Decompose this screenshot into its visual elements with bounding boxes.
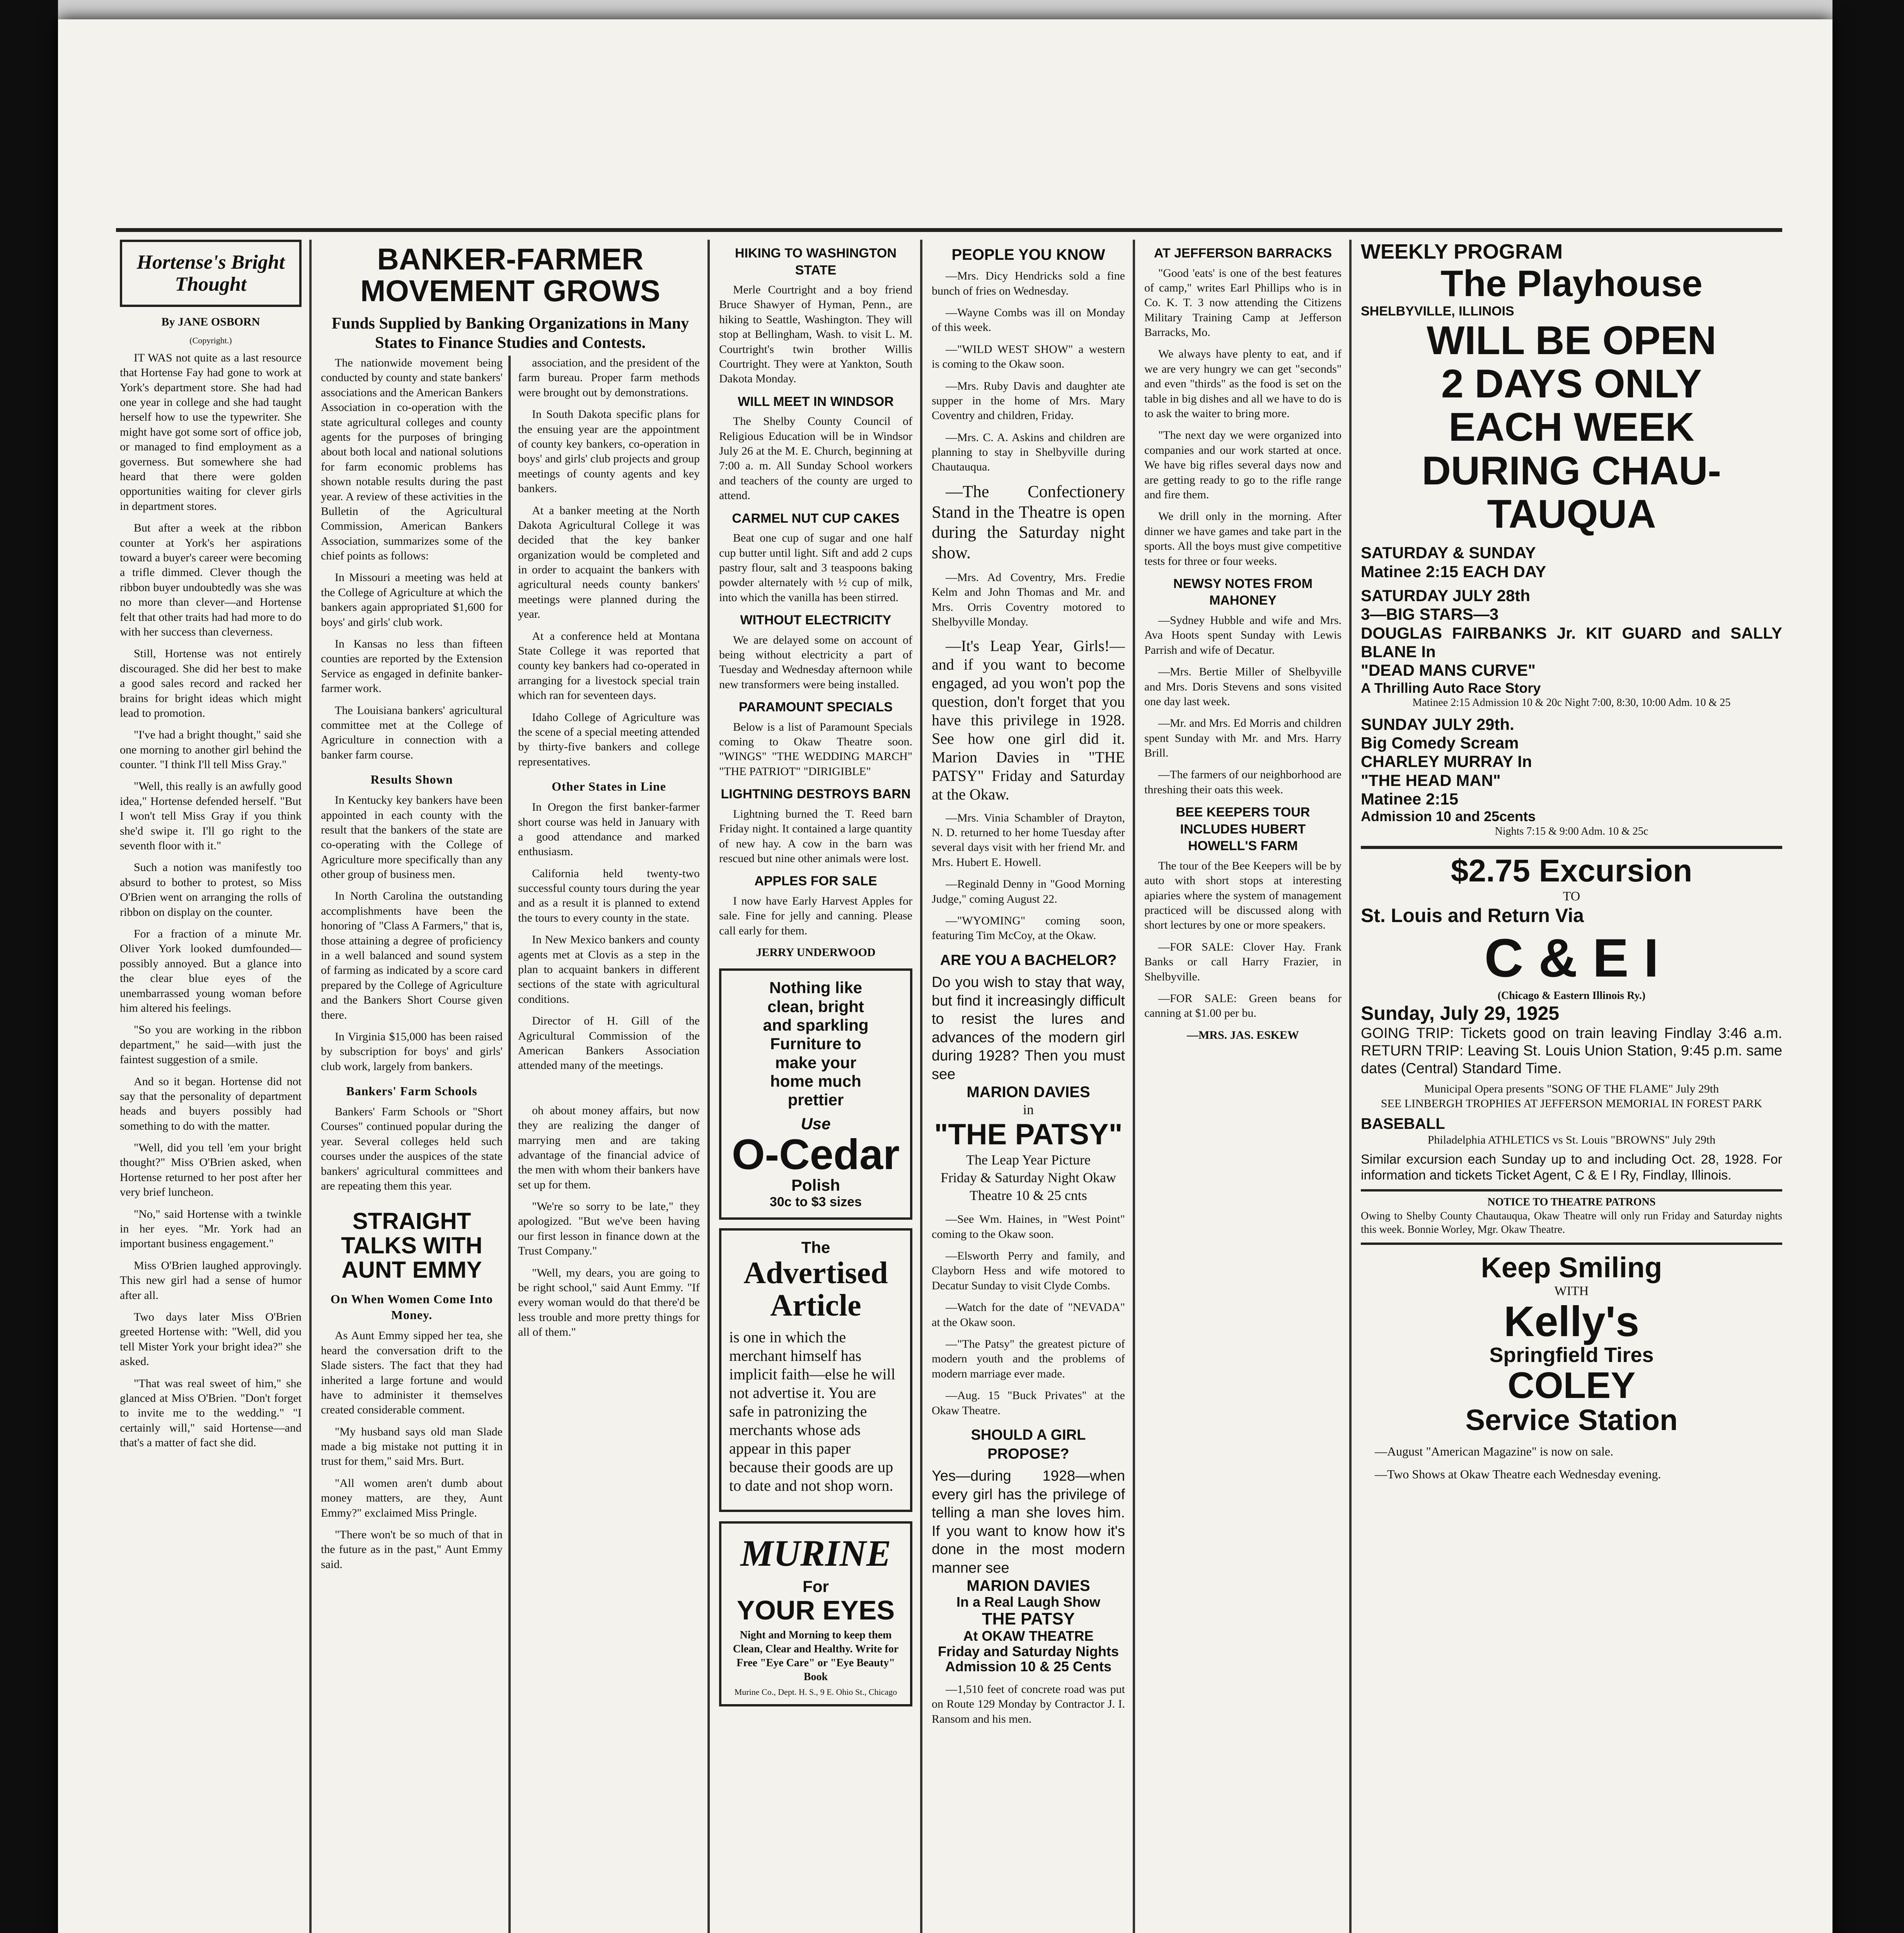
barracks-heading: AT JEFFERSON BARRACKS [1154, 246, 1332, 261]
column-barracks [1144, 240, 1341, 1933]
classified: —FOR SALE: Clover Hay. Frank Banks or call Harry Frazier, in Shelbyville. [1144, 940, 1341, 983]
paragraph: Two days later Miss O'Brien greeted Hortense with: "Well, did you tell Mister York your bright idea?" she asked. [120, 1310, 302, 1368]
news-item: —It's Leap Year, Girls!—and if you want to become engaged, ad you won't pop the question, don't forget that you have this privilege in 1928. See how one girl did it. Marion Davies in "THE PATSY" Friday and Saturday at the Okaw. [932, 637, 1125, 803]
propose-admission: Admission 10 & 25 Cents [945, 1659, 1112, 1675]
adv-text: is one in which the merchant himself has implicit faith—else he will not advertise it. You are safe in patronizing the merchants whose ads appear in this paper because their goods are up to date and not shop worn. [729, 1328, 895, 1495]
baseball-text: Philadelphia ATHLETICS vs St. Louis "BROWNS" July 29th [1427, 1134, 1716, 1147]
news-item: —"WILD WEST SHOW" a western is coming to the Okaw soon. [932, 343, 1125, 371]
cakes-heading: CARMEL NUT CUP CAKES [732, 511, 900, 526]
paragraph: In Virginia $15,000 has been raised by subscription for boys' and girls' club work, largely from bankers. [321, 1030, 503, 1073]
excursion-opera: Municipal Opera presents "SONG OF THE FLAME" July 29th [1424, 1082, 1719, 1095]
byline: By JANE OSBORN [161, 315, 260, 329]
paragraph: Merle Courtright and a boy friend Bruce Shawyer of Hyman, Penn., are hiking to Seattle, Washington. They will stop at Bellingham, Wash. to visit L. M. Courtright's twin brother Willis Courtright. They were at Yankton, South Dakota Monday. [719, 283, 912, 385]
paragraph: Below is a list of Paramount Specials coming to Okaw Theatre soon. "WINGS" "THE WEDDING MARCH" "THE PATRIOT" "DIRIGIBLE" [719, 720, 912, 778]
ocedar-use: Use [801, 1115, 831, 1133]
saturday-date: SATURDAY JULY 28th [1361, 586, 1531, 605]
ocedar-line: clean, bright [767, 997, 864, 1016]
paragraph: "That was real sweet of him," she glanced at Miss O'Brien. "Don't forget to invite me to the wedding." "I certainly will," said Hortense—and that's a matter of fact she did. [120, 1377, 302, 1449]
paragraph: The Louisiana bankers' agricultural committee met at the College of Agriculture in connection with a banker farm course. [321, 704, 503, 761]
paragraph: association, and the president of the farm bureau. Proper farm methods were brought out by demonstrations. [518, 356, 700, 399]
ocedar-price: 30c to $3 sizes [769, 1195, 862, 1210]
schools-heading: Bankers' Farm Schools [346, 1084, 477, 1098]
film-1: "DEAD MANS CURVE" [1361, 661, 1536, 680]
stars: DOUGLAS FAIRBANKS Jr. KIT GUARD and SALLY BLANE In [1361, 624, 1782, 661]
bachelor-when: Friday & Saturday Night Okaw Theatre 10 & 25 cnts [941, 1170, 1116, 1203]
aunt-emmy-subheadline: On When Women Come Into Money. [330, 1292, 493, 1322]
paragraph: Director of H. Gill of the Agricultural Commission of the American Bankers Association attended many of the meetings. [518, 1014, 700, 1072]
film-2-matinee: Matinee 2:15 [1361, 789, 1459, 808]
apples-heading: APPLES FOR SALE [754, 874, 877, 889]
news-item: —Elsworth Perry and family, and Clayborn Hess and wife motored to Decatur Sunday to visit Clyde Combs. [932, 1249, 1125, 1292]
news-item: —Two Shows at Okaw Theatre each Wednesday evening. [1375, 1467, 1661, 1481]
news-item: —Mrs. Dicy Hendricks sold a fine bunch of fries on Wednesday. [932, 269, 1125, 297]
banker-headline-block [321, 240, 700, 356]
paragraph: As Aunt Emmy sipped her tea, she heard the conversation drift to the Slade sisters. The fact that they had inherited a large fortune and would have to administer it themselves created considerable comment. [321, 1329, 503, 1417]
propose-film: THE PATSY [982, 1609, 1075, 1628]
propose-when: Friday and Saturday Nights [938, 1643, 1119, 1659]
paragraph: Miss O'Brien laughed approvingly. This new girl had a sense of humor after all. [120, 1259, 302, 1302]
playhouse-title [1361, 264, 1782, 304]
adv-title: Advertised Article [743, 1256, 888, 1323]
paragraph: We are delayed some on account of being without electricity a part of Tuesday and Wednesday afternoon while new transformers were being installed. [719, 633, 912, 691]
banker-subheadline: Funds Supplied by Banking Organizations in Many States to Finance Studies and Contests. [331, 314, 689, 352]
admission: Admission 10 and 25cents [1361, 808, 1536, 825]
propose-heading: SHOULD A GIRL PROPOSE? [971, 1427, 1086, 1462]
excursion-text: GOING TRIP: Tickets good on train leaving Findlay 3:46 a.m. RETURN TRIP: Leaving St. Louis Union Station, 9:45 p.m. same dates (Central) Standard Time. [1361, 1025, 1782, 1077]
weekly-program: WEEKLY PROGRAM [1361, 240, 1563, 263]
paragraph: In North Carolina the outstanding accomplishments have been the honoring of "Class A Farmers," that is, those attaining a degree of proficiency in a well balanced and sound system of farming as indicated by a score card prepared by the College of Agriculture and the Bankers Short Course given there. [321, 890, 503, 1021]
banker-headline: BANKER-FARMER MOVEMENT GROWS [360, 242, 660, 308]
film-1-times: Matinee 2:15 Admission 10 & 20c Night 7:00, 8:30, 10:00 Adm. 10 & 25 [1412, 696, 1731, 709]
bachelor-film: "THE PATSY" [934, 1118, 1123, 1151]
news-item: —Sydney Hubble and wife and Mrs. Ava Hoots spent Sunday with Lewis Parrish and wife of Decatur. [1144, 614, 1341, 656]
playhouse-ad [1361, 240, 1782, 838]
paragraph: Beat one cup of sugar and one half cup butter until light. Sift and add 2 cups pastry flour, salt and 3 teaspoons baking powder alternately with ½ cup of milk, into which the vanilla has been stirred. [719, 532, 912, 604]
news-item: —Reginald Denny in "Good Morning Judge," coming August 22. [932, 878, 1125, 905]
story-title: Hortense's Bright Thought [136, 251, 285, 296]
paragraph: We always have plenty to eat, and if we are very hungry we can get "seconds" and even "thirds" as the food is set on the table in big dishes and all we have to do is to ask the waiter to bring more. [1144, 348, 1341, 420]
paragraph: In Kentucky key bankers have been appointed in each county with the result that the bankers of the state are co-operating with the College of Agriculture more specifically than any other group of business men. [321, 794, 503, 881]
paragraph: "Well, this really is an awfully good idea," Hortense defended herself. "But I won't tell Miss Gray if you think she'd swipe it. I'll go right to the seventh floor with it." [120, 780, 302, 852]
news-item: —Mrs. Vinia Schambler of Drayton, N. D. returned to her home Tuesday after several days visit with her friend Mr. and Mrs. Hubert E. Howell. [932, 811, 1125, 869]
column-banker-right [518, 356, 700, 1933]
open-line: DURING CHAU- [1422, 448, 1722, 493]
ocedar-line: home much [770, 1072, 861, 1090]
news-item: —Wayne Combs was ill on Monday of this week. [932, 306, 1125, 334]
notice-text: Owing to Shelby County Chautauqua, Okaw Theatre will only run Friday and Saturday nights this week. Bonnie Worley, Mgr. Okaw Theatre. [1361, 1210, 1782, 1236]
paragraph: "I've had a bright thought," said she one morning to another girl behind the counter. "I think I'll tell Miss Gray." [120, 728, 302, 771]
propose-ad [932, 1426, 1125, 1674]
column-rule [508, 356, 511, 1933]
news-item: —The farmers of our neighborhood are threshing their oats this week. [1144, 768, 1341, 796]
news-item: —August "American Magazine" is now on sale. [1375, 1444, 1614, 1459]
big-stars: 3—BIG STARS—3 [1361, 605, 1499, 624]
ocedar-polish: Polish [791, 1176, 840, 1194]
column-local-news [719, 240, 912, 1933]
paragraph: "The next day we were organized into companies and our work started at once. We have big rifles several days now and are getting ready to go to the rifle range and fire them. [1144, 429, 1341, 501]
paragraph: The tour of the Bee Keepers will be by auto with short stops at interesting apiaries where the system of management practiced will be discussed along with short lectures by one or more speakers. [1144, 859, 1341, 932]
paragraph: The nationwide movement being conducted by county and state bankers' associations and the American Bankers Association in co-operation with the state agricultural colleges and county agents for the purposes of bringing about both local and national solutions for farm economic problems has shown notable results during the past year. A review of these activities in the Bulletin of the Agricultural Commission, American Bankers Association, summarizes some of the chief points as follows: [321, 356, 503, 563]
bachelor-sub: The Leap Year Picture [966, 1152, 1091, 1168]
murine-text: Night and Morning to keep them Clean, Clear and Healthy. Write for Free "Eye Care" or "Eye Beauty" Book [733, 1629, 899, 1683]
notice-heading: NOTICE TO THEATRE PATRONS [1487, 1196, 1656, 1209]
classified-signature: —MRS. JAS. ESKEW [1186, 1028, 1299, 1042]
paragraph: At a conference held at Montana State College it was reported that county key bankers had co-operated in arranging for a livestock special train which ran for seventeen days. [518, 629, 700, 702]
paragraph: California held twenty-two successful county tours during the year and as a result it is planned to extend the tours to every county in the state. [518, 867, 700, 924]
paragraph: "No," said Hortense with a twinkle in her eyes. "Mr. York had an important business engagement." [120, 1207, 302, 1250]
column-hortense [120, 240, 302, 1933]
springfield-tires: Springfield Tires [1489, 1343, 1654, 1367]
bachelor-star: MARION DAVIES [966, 1084, 1090, 1101]
column-rule [920, 240, 922, 1933]
paragraph: "So you are working in the ribbon department," he said—with just the faintest suggestion of a smile. [120, 1023, 302, 1066]
news-item: —Watch for the date of "NEVADA" at the Okaw soon. [932, 1301, 1125, 1329]
top-rule [116, 228, 1782, 232]
hiking-heading: HIKING TO WASHINGTON STATE [735, 246, 897, 278]
ocedar-line: and sparkling [763, 1016, 869, 1034]
news-item: —1,510 feet of concrete road was put on Route 129 Monday by Contractor J. I. Ransom and his men. [932, 1682, 1125, 1725]
ocedar-line: Nothing like [769, 978, 863, 997]
paragraph: In Oregon the first banker-farmer short course was held in January with a good attendance and marked enthusiasm. [518, 801, 700, 858]
ocedar-logo: O-Cedar [732, 1130, 900, 1178]
paragraph: Bankers' Farm Schools or "Short Courses" continued popular during the year. Several colleges held such courses under the auspices of the state bankers' agricultural committees and are repeating them this year. [321, 1105, 503, 1193]
news-item: —Mrs. C. A. Askins and children are planning to stay in Shelbyville during Chautauqua. [932, 431, 1125, 474]
windsor-heading: WILL MEET IN WINDSOR [738, 394, 894, 409]
ocedar-line: prettier [788, 1091, 844, 1109]
paragraph: oh about money affairs, but now they are realizing the danger of marrying men and are taking advantage of the financial advice of the men with whom their bankers have set up for them. [518, 1104, 700, 1191]
nights: Nights 7:15 & 9:00 Adm. 10 & 25c [1495, 825, 1648, 837]
classified: —FOR SALE: Green beans for canning at $1.00 per bu. [1144, 992, 1341, 1020]
news-item: —Mrs. Ad Coventry, Mrs. Fredie Kelm and John Thomas and Mr. and Mrs. Orris Coventry motored to Shelbyville Monday. [932, 571, 1125, 629]
column-people-you-know [932, 240, 1125, 1933]
bachelor-heading: ARE YOU A BACHELOR? [940, 952, 1117, 968]
ocedar-line: make your [775, 1053, 857, 1072]
mahoney-heading: NEWSY NOTES FROM MAHONEY [1173, 576, 1313, 608]
excursion-ad [1361, 846, 1782, 1183]
with: WITH [1554, 1284, 1589, 1298]
paragraph: Still, Hortense was not entirely discouraged. She did her best to make a good sales record and racked her brains for bright ideas which might lead to promotion. [120, 647, 302, 719]
service-station: Service Station [1465, 1404, 1678, 1437]
paragraph: And so it began. Hortense did not say that the personality of department heads and buyers possibly had something to do with the matter. [120, 1075, 302, 1132]
kellys-ad [1361, 1243, 1782, 1436]
story-title-box [120, 240, 302, 307]
paragraph: But after a week at the ribbon counter at York's her aspirations toward a buyer's career were becoming a trifle dimmed. Clever though the ribbon buyer undoubtedly was she was no more than clever—and Hortense felt that other traits had had more to do with her success than cleverness. [120, 522, 302, 638]
news-item: —Aug. 15 "Buck Privates" at the Okaw Theatre. [932, 1389, 1125, 1417]
murine-address: Murine Co., Dept. H. S., 9 E. Ohio St., Chicago [734, 1687, 897, 1697]
column-rule [1133, 240, 1135, 1933]
paragraph: In Kansas no less than fifteen counties are reported by the Extension Service as engaged in definite banker-farmer work. [321, 638, 503, 695]
playhouse-the: The [1440, 263, 1507, 305]
playhouse-name: Playhouse [1517, 263, 1703, 305]
matinee: Matinee 2:15 EACH DAY [1361, 562, 1546, 581]
bachelor-in: in [1023, 1102, 1034, 1118]
coley: COLEY [1507, 1364, 1636, 1406]
bee-heading: BEE KEEPERS TOUR INCLUDES HUBERT HOWELL'S FARM [1176, 805, 1310, 854]
keep-smiling: Keep Smiling [1481, 1251, 1662, 1284]
open-line: WILL BE OPEN [1427, 318, 1716, 363]
other-states-heading: Other States in Line [552, 779, 666, 794]
paragraph: We drill only in the morning. After dinner we have games and take part in the sports. All the boys must give competitive tests for three or four weeks. [1144, 510, 1341, 568]
film-2: "THE HEAD MAN" [1361, 771, 1501, 789]
murine-ad [719, 1521, 912, 1706]
paragraph: "Well, did you tell 'em your bright thought?" Miss O'Brien asked, when Hortense returned to her post after her very brief luncheon. [120, 1141, 302, 1199]
propose-show: In a Real Laugh Show [956, 1594, 1101, 1610]
paragraph: "There won't be so much of that in the future as in the past," Aunt Emmy said. [321, 1528, 503, 1571]
paragraph: "All women aren't dumb about money matters, are they, Aunt Emmy?" exclaimed Miss Pringle. [321, 1476, 503, 1519]
news-item: —Mr. and Mrs. Ed Morris and children spent Sunday with Mr. and Mrs. Harry Brill. [1144, 717, 1341, 760]
paragraph: "We're so sorry to be late," they apologized. "But we've been having our first lesson in finance down at the Trust Company." [518, 1200, 700, 1258]
open-line: EACH WEEK [1449, 405, 1694, 450]
copyright: (Copyright.) [189, 335, 232, 345]
paragraph: I now have Early Harvest Apples for sale. Fine for jelly and canning. Please call early for them. [719, 894, 912, 937]
paragraph: In Missouri a meeting was held at the College of Agriculture at which the bankers again appropriated $1,600 for boys' and girls' club work. [321, 571, 503, 629]
news-item: —"WYOMING" coming soon, featuring Tim McCoy, at the Okaw. [932, 914, 1125, 942]
paragraph: In South Dakota specific plans for the ensuing year are the appointment of county key bankers, co-operation in boys' and girls' club projects and group meetings of county agents and key bankers. [518, 408, 700, 495]
aunt-emmy-headline: STRAIGHT TALKS WITH AUNT EMMY [341, 1208, 482, 1283]
adv-the: The [801, 1238, 830, 1257]
kellys: Kelly's [1503, 1298, 1640, 1346]
apples-signature: JERRY UNDERWOOD [756, 946, 876, 959]
column-rule [707, 240, 710, 1933]
open-line: 2 DAYS ONLY [1441, 361, 1702, 407]
murine-eyes: YOUR EYES [736, 1595, 895, 1625]
comedian: CHARLEY MURRAY In [1361, 752, 1532, 771]
murine-logo: MURINE [740, 1532, 891, 1574]
propose-text: Yes—during 1928—when every girl has the privilege of telling a man she loves him. If you want to know how it's done in the most modern manner see [932, 1468, 1125, 1576]
patsy-ad [932, 951, 1125, 1205]
propose-at: At OKAW THEATRE [963, 1628, 1094, 1644]
results-heading: Results Shown [370, 772, 453, 787]
column-rule [309, 240, 312, 1933]
open-line: TAUQUA [1487, 492, 1656, 537]
comedy: Big Comedy Scream [1361, 734, 1519, 752]
column-banker-left [321, 356, 503, 1933]
news-item: —The Confectionery Stand in the Theatre is open during the Saturday night show. [932, 482, 1125, 563]
excursion-trophy: SEE LINBERGH TROPHIES AT JEFFERSON MEMORIAL IN FOREST PARK [1381, 1097, 1763, 1110]
paragraph: For a fraction of a minute Mr. Oliver York looked dumfounded—possibly annoyed. But a glance into the clear blue eyes of the unembarrassed young woman before him altered his feelings. [120, 927, 302, 1014]
news-item: —Mrs. Bertie Miller of Shelbyville and Mrs. Doris Stevens and sons visited one day last week. [1144, 665, 1341, 708]
railroad-name: (Chicago & Eastern Illinois Ry.) [1497, 989, 1646, 1002]
news-item: —Mrs. Ruby Davis and daughter ate supper in the home of Mrs. Mary Coventry and children, Friday. [932, 379, 1125, 422]
paramount-heading: PARAMOUNT SPECIALS [739, 700, 893, 715]
film-1-sub: A Thrilling Auto Race Story [1361, 680, 1541, 696]
sat-sun: SATURDAY & SUNDAY [1361, 544, 1536, 562]
bachelor-text: Do you wish to stay that way, but find it increasingly difficult to resist the lures and advances of the modern girl during 1928? Then you must see [932, 974, 1125, 1082]
excursion-city: St. Louis and Return Via [1361, 905, 1584, 927]
paragraph: IT WAS not quite as a last resource that Hortense Fay had gone to work at York's department store. She had had one year in college and she had taught herself how to use the typewriter. She might have got some sort of office job, or managed to find employment as a governess. But somewhere she had heard that there were golden opportunities waiting for clever girls in department stores. [120, 351, 302, 513]
paragraph: In New Mexico bankers and county agents met at Clovis as a step in the plan to acquaint bankers in different sections of the state with agricultural conditions. [518, 933, 700, 1006]
railroad-logo: C & E I [1484, 927, 1659, 988]
news-item: —See Wm. Haines, in "West Point" coming to the Okaw soon. [932, 1213, 1125, 1241]
excursion-similar: Similar excursion each Sunday up to and including Oct. 28, 1928. For information and tickets Ticket Agent, C & E I Ry, Findlay, Illinois. [1361, 1152, 1782, 1183]
paragraph: "Well, my dears, you are going to be right school," said Aunt Emmy. "If every woman would do that there'd be less trouble and more pretty things for all of them." [518, 1266, 700, 1339]
propose-star: MARION DAVIES [966, 1577, 1090, 1595]
ocedar-ad [719, 968, 912, 1220]
excursion-price: $2.75 Excursion [1451, 853, 1693, 889]
ocedar-line: Furniture to [770, 1035, 861, 1053]
column-rule [1349, 240, 1352, 1933]
notice [1361, 1189, 1782, 1236]
advertised-article-ad [719, 1228, 912, 1512]
paragraph: "Good 'eats' is one of the best features of camp," writes Earl Phillips who is in Co. K. T. 3 now attending the Citizens Military Training Camp at Jefferson Barracks, Mo. [1144, 266, 1341, 339]
lightning-heading: LIGHTNING DESTROYS BARN [721, 787, 911, 802]
baseball-heading: BASEBALL [1361, 1115, 1445, 1133]
murine-for: For [803, 1577, 829, 1596]
paragraph: At a banker meeting at the North Dakota Agricultural College it was decided that the key banker organization would be completed and in order to acquaint the bankers with agricultural needs county bankers' meetings were planned during the year. [518, 504, 700, 621]
excursion-date: Sunday, July 29, 1925 [1361, 1002, 1560, 1024]
paragraph: The Shelby County Council of Religious Education will be in Windsor July 26 at the M. E. Church, beginning at 7:00 a. m. All Sunday School workers and teachers of the county are urged to attend. [719, 415, 912, 502]
people-heading: PEOPLE YOU KNOW [951, 246, 1105, 263]
sunday-date: SUNDAY JULY 29th. [1361, 715, 1514, 733]
news-item: —"The Patsy" the greatest picture of modern youth and the problems of modern marriage ever made. [932, 1338, 1125, 1380]
paragraph: Such a notion was manifestly too absurd to bother to protest, so Miss O'Brien went on arranging the rolls of ribbon on display on the counter. [120, 861, 302, 919]
paragraph: "My husband says old man Slade made a big mistake not putting it in trust for them," said Mrs. Burt. [321, 1425, 503, 1468]
electricity-heading: WITHOUT ELECTRICITY [740, 613, 891, 628]
excursion-to: TO [1563, 889, 1580, 903]
paragraph: Idaho College of Agriculture was the scene of a special meeting attended by thirty-five bankers and college representatives. [518, 711, 700, 768]
paragraph: Lightning burned the T. Reed barn Friday night. It contained a large quantity of new hay. A cow in the barn was rescued but nine other animals were lost. [719, 807, 912, 865]
column-ads [1361, 240, 1782, 1933]
playhouse-city: SHELBYVILLE, ILLINOIS [1361, 303, 1514, 319]
